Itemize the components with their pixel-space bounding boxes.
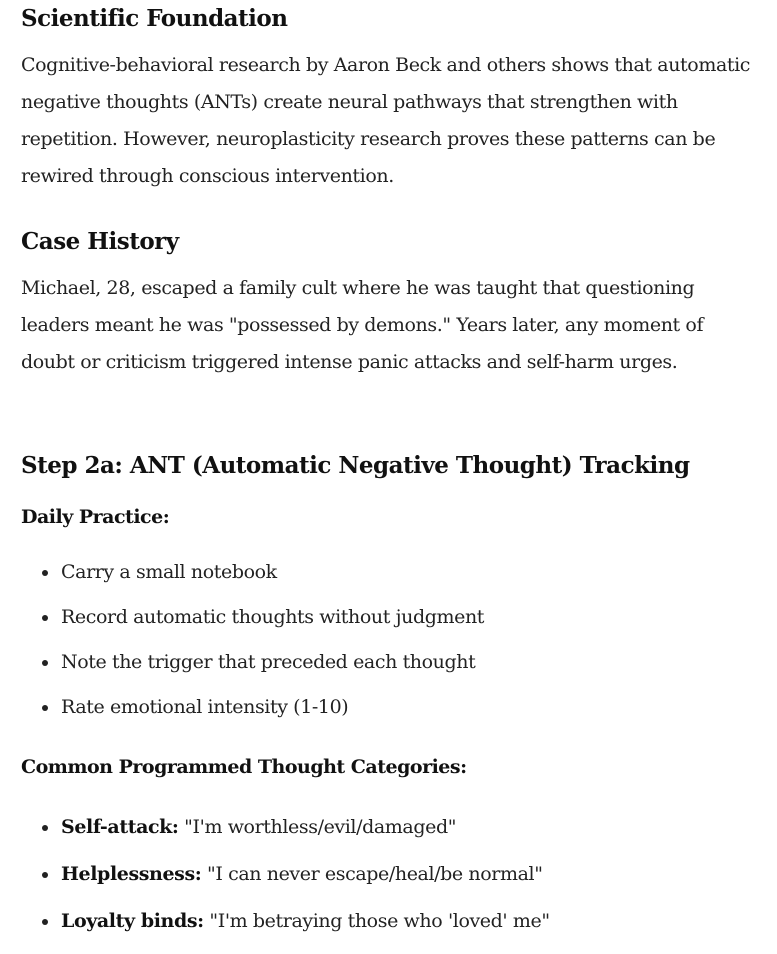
foundation-paragraph: Cognitive-behavioral research by Aaron Beck and others shows that automatic negative thoughts (ANTs) create neural pathways that strengthen with repetition. However, neuroplasticity research proves these patterns can be rewired through conscious intervention. [21,54,751,187]
bullet-icon [42,825,48,831]
bullet-icon [42,570,48,576]
category-term: Helplessness: [61,863,202,885]
list-item [21,693,761,721]
list-item-text: Note the trigger that preceded each thought [61,651,476,673]
category-text: "I'm worthless/evil/damaged" [178,816,457,838]
list-item-text: Carry a small notebook [61,561,277,583]
list-item [21,860,761,888]
bullet-icon [42,919,48,925]
bullet-icon [42,872,48,878]
list-item [21,813,761,841]
list-item [21,907,761,935]
bullet-icon [42,615,48,621]
daily-practice-list [21,558,761,738]
section-heading-step-2a: Step 2a: ANT (Automatic Negative Thought) Tracking [21,452,690,479]
list-item-text: Record automatic thoughts without judgment [61,606,485,628]
section-heading-scientific-foundation: Scientific Foundation [21,5,288,32]
list-item [21,603,761,631]
bullet-icon [42,660,48,666]
category-term: Loyalty binds: [61,910,204,932]
bullet-icon [42,705,48,711]
section-heading-case-history: Case History [21,228,179,255]
list-item [21,558,761,586]
category-text: "I'm betraying those who 'loved' me" [203,910,550,932]
thought-categories-list [21,813,761,954]
list-item-text: Rate emotional intensity (1-10) [61,696,349,718]
category-term: Self-attack: [61,816,179,838]
subheading-daily-practice: Daily Practice: [21,506,170,528]
category-text: "I can never escape/heal/be normal" [201,863,543,885]
subheading-thought-categories: Common Programmed Thought Categories: [21,756,467,778]
case-history-paragraph: Michael, 28, escaped a family cult where he was taught that questioning leaders meant he was "possessed by demons." Years later, any moment of doubt or criticism triggered intense panic attacks and self-harm urges. [21,277,704,373]
list-item [21,648,761,676]
